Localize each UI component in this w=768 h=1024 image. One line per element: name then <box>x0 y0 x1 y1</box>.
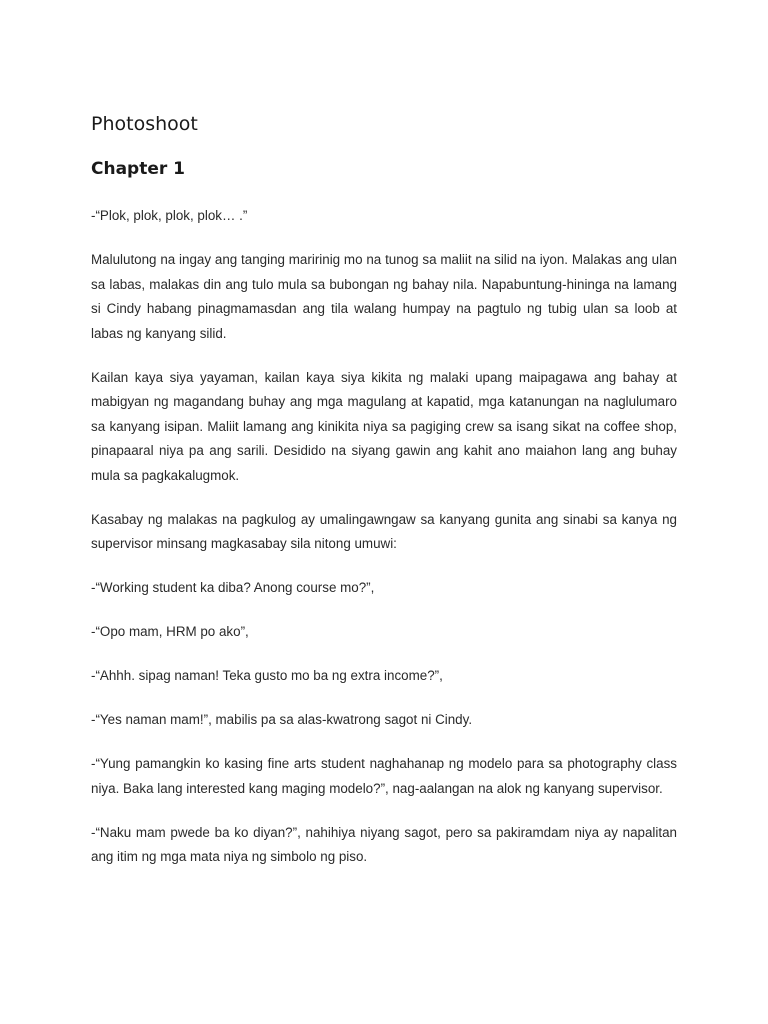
paragraph: -“Yes naman mam!”, mabilis pa sa alas-kwatrong sagot ni Cindy. <box>91 712 473 727</box>
chapter-heading: Chapter 1 <box>91 159 186 179</box>
paragraph: -“Naku mam pwede ba ko diyan?”, nahihiya niyang sagot, pero sa pakiramdam niya ay napalitan ang itim ng mga mata niya ng simbolo ng piso. <box>91 824 677 864</box>
paragraph: -“Plok, plok, plok, plok… .” <box>91 208 248 223</box>
paragraph: Kailan kaya siya yayaman, kailan kaya siya kikita ng malaki upang maipagawa ang bahay at mabigyan ng magandang buhay ang mga magulang at kapatid, mga katanungan na naglulumaro sa kanyang isipan. Maliit lamang ang kinikita niya sa pagiging crew sa isang sikat na coffee shop, pinapaaral niya pa ang sarili. Desidido na siyang gawin ang kahit ano maiahon lang ang buhay mula sa pagkakalugmok. <box>91 369 677 483</box>
paragraph: Malulutong na ingay ang tanging maririnig mo na tunog sa maliit na silid na iyon. Malakas ang ulan sa labas, malakas din ang tulo mula sa bubongan ng bahay nila. Napabuntung-hininga na lamang si Cindy habang pinagmamasdan ang tila walang humpay na pagtulo ng tubig ulan sa loob at labas ng kanyang silid. <box>91 252 677 341</box>
paragraph: -“Working student ka diba? Anong course mo?”, <box>91 580 375 595</box>
document-title: Photoshoot <box>91 113 198 135</box>
paragraph: -“Ahhh. sipag naman! Teka gusto mo ba ng extra income?”, <box>91 668 443 683</box>
paragraph: -“Opo mam, HRM po ako”, <box>91 624 249 639</box>
paragraph: Kasabay ng malakas na pagkulog ay umalingawngaw sa kanyang gunita ang sinabi sa kanya ng supervisor minsang magkasabay sila nitong umuwi: <box>91 511 677 551</box>
paragraph: -“Yung pamangkin ko kasing fine arts student naghahanap ng modelo para sa photography class niya. Baka lang interested kang maging modelo?”, nag-aalangan na alok ng kanyang supervisor. <box>91 756 677 796</box>
document-body <box>91 204 677 889</box>
